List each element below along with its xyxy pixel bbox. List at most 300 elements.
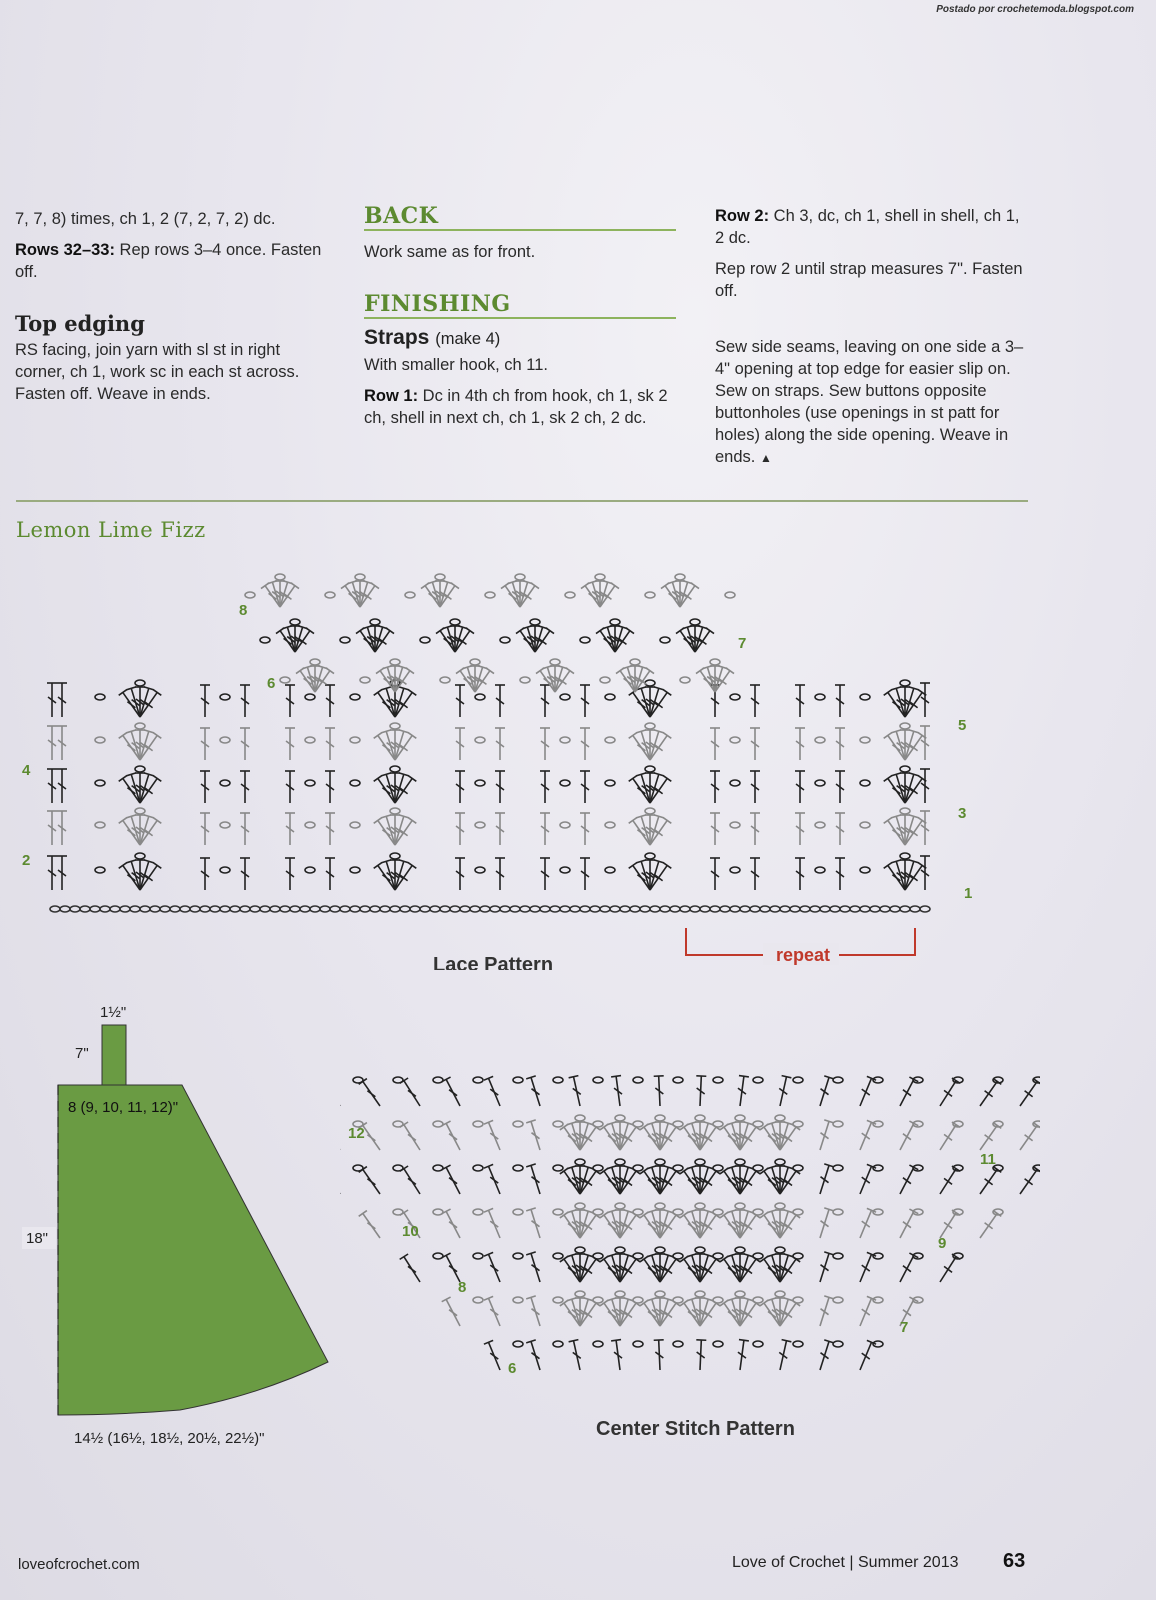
chain-stitch-symbol xyxy=(870,906,880,912)
chain-stitch-symbol xyxy=(593,1341,603,1347)
dc-bar-symbol xyxy=(744,1224,752,1230)
chain-stitch-symbol xyxy=(520,677,530,683)
dc-bar-symbol xyxy=(523,593,531,599)
chain-stitch-symbol xyxy=(50,906,60,912)
dc-bar-symbol xyxy=(458,638,466,644)
chain-stitch-symbol xyxy=(633,1253,643,1259)
chain-stitch-symbol xyxy=(833,1165,843,1171)
chain-stitch-symbol xyxy=(510,906,520,912)
dc-bar-symbol xyxy=(903,1266,911,1272)
center-row-6: 6 xyxy=(508,1360,517,1377)
chain-stitch-symbol xyxy=(593,1077,603,1083)
dc-bar-symbol xyxy=(784,1224,792,1230)
dc-bar-symbol xyxy=(892,745,900,751)
blog-credit: Postado por crochetemoda.blogspot.com xyxy=(936,4,1134,15)
rows-text: Rep rows 3–4 once. Fasten off. xyxy=(15,241,322,281)
chain-stitch-symbol xyxy=(245,592,255,598)
chain-stitch-symbol xyxy=(860,906,870,912)
chain-stitch-symbol xyxy=(590,906,600,912)
chain-stitch-symbol xyxy=(400,906,410,912)
chain-stitch-symbol xyxy=(810,906,820,912)
chain-stitch-symbol xyxy=(280,906,290,912)
chain-stitch-symbol xyxy=(350,822,360,828)
chain-stitch-symbol xyxy=(290,906,300,912)
dc-top-symbol xyxy=(408,863,416,869)
center-row-group xyxy=(484,1340,883,1370)
chain-stitch-symbol xyxy=(770,906,780,912)
dc-bar-symbol xyxy=(944,1134,952,1140)
lace-row-group xyxy=(47,723,930,760)
rep-text: Rep row 2 until strap measures 7". Fasten off. xyxy=(715,260,1023,300)
chain-stitch-symbol xyxy=(220,780,230,786)
chain-stitch-symbol xyxy=(513,1297,523,1303)
dc-bar-symbol xyxy=(127,875,135,881)
dc-bar-symbol xyxy=(449,1178,457,1184)
chain-stitch-symbol xyxy=(793,1253,803,1259)
chain-stitch-symbol xyxy=(793,1341,803,1347)
chain-stitch-symbol xyxy=(620,906,630,912)
dc-bar-symbol xyxy=(382,830,390,836)
chain-stitch-symbol xyxy=(180,906,190,912)
dc-bar-symbol xyxy=(584,1224,592,1230)
dc-top-symbol xyxy=(371,583,379,589)
chain-stitch-symbol xyxy=(605,867,615,873)
chain-stitch-symbol xyxy=(753,1253,763,1259)
dc-top-symbol xyxy=(531,583,539,589)
col1-line1: 7, 7, 8) times, ch 1, 2 (7, 2, 7, 2) dc. xyxy=(15,210,276,228)
shell-chain-symbol xyxy=(575,1115,585,1121)
chain-stitch-symbol xyxy=(910,906,920,912)
dc-bar-symbol xyxy=(449,1310,457,1316)
chain-stitch-symbol xyxy=(710,906,720,912)
chain-stitch-symbol xyxy=(220,906,230,912)
dc-top-symbol xyxy=(739,1076,749,1077)
dc-top-symbol xyxy=(884,818,892,824)
chain-stitch-symbol xyxy=(833,1209,843,1215)
shell-chain-symbol xyxy=(595,574,605,580)
center-stitch-chart xyxy=(340,1050,1040,1450)
chain-stitch-symbol xyxy=(753,1341,763,1347)
chain-stitch-symbol xyxy=(90,906,100,912)
top-edging-text: RS facing, join yarn with sl st in right corner, ch 1, work sc in each st across. Fasten off. Weave in ends. xyxy=(15,341,300,403)
dc-bar-symbol xyxy=(408,1090,416,1096)
dc-top-symbol xyxy=(611,583,619,589)
chain-stitch-symbol xyxy=(750,906,760,912)
dc-top-symbol xyxy=(291,583,299,589)
chain-stitch-symbol xyxy=(690,906,700,912)
center-row-group xyxy=(340,1076,1040,1106)
lace-row-5: 5 xyxy=(958,717,967,734)
chain-stitch-symbol xyxy=(730,867,740,873)
center-row-11: 11 xyxy=(980,1151,996,1168)
dc-top-symbol xyxy=(629,776,637,782)
dc-top-symbol xyxy=(629,733,637,739)
dc-top-symbol xyxy=(153,733,161,739)
dc-bar-symbol xyxy=(624,1312,632,1318)
chain-stitch-symbol xyxy=(673,1209,683,1215)
chain-stitch-symbol xyxy=(793,1297,803,1303)
chain-stitch-symbol xyxy=(250,906,260,912)
center-row-12: 12 xyxy=(348,1125,365,1142)
center-row-group xyxy=(400,1247,963,1282)
dc-bar-symbol xyxy=(862,1133,870,1139)
dc-top-symbol xyxy=(400,1254,408,1259)
chain-stitch-symbol xyxy=(513,1121,523,1127)
strap-width-label: 1½" xyxy=(100,1004,127,1021)
chain-stitch-symbol xyxy=(833,1121,843,1127)
footer-website: loveofcrochet.com xyxy=(18,1556,140,1573)
dc-bar-symbol xyxy=(1025,1091,1033,1097)
dc-bar-symbol xyxy=(637,745,645,751)
section-title: Lemon Lime Fizz xyxy=(16,518,206,542)
chain-stitch-symbol xyxy=(560,737,570,743)
chain-stitch-symbol xyxy=(530,906,540,912)
dc-bar-symbol xyxy=(490,1309,498,1315)
dc-top-symbol xyxy=(546,628,554,634)
center-row-group xyxy=(359,1203,1003,1238)
shell-chain-symbol xyxy=(355,574,365,580)
chain-stitch-symbol xyxy=(645,592,655,598)
chain-stitch-symbol xyxy=(580,637,590,643)
shell-chain-symbol xyxy=(695,1247,705,1253)
shell-chain-symbol xyxy=(735,1203,745,1209)
chain-stitch-symbol xyxy=(200,906,210,912)
chain-stitch-symbol xyxy=(513,1077,523,1083)
dc-bar-symbol xyxy=(862,1309,870,1315)
shell-chain-symbol xyxy=(390,659,400,665)
dc-bar-symbol xyxy=(862,1353,870,1359)
dc-bar-symbol xyxy=(558,678,566,684)
shell-chain-symbol xyxy=(435,574,445,580)
shell-chain-symbol xyxy=(615,1291,625,1297)
dc-bar-symbol xyxy=(664,1224,672,1230)
chain-stitch-symbol xyxy=(793,1121,803,1127)
dc-bar-symbol xyxy=(624,1224,632,1230)
chain-stitch-symbol xyxy=(460,906,470,912)
shell-chain-symbol xyxy=(735,1291,745,1297)
dc-bar-symbol xyxy=(744,1136,752,1142)
chain-stitch-symbol xyxy=(670,906,680,912)
chain-stitch-symbol xyxy=(833,1253,843,1259)
shell-chain-symbol xyxy=(615,1159,625,1165)
chain-stitch-symbol xyxy=(473,1165,483,1171)
dc-top-symbol xyxy=(374,776,382,782)
chain-stitch-symbol xyxy=(833,1341,843,1347)
chain-stitch-symbol xyxy=(660,906,670,912)
chain-stitch-symbol xyxy=(600,906,610,912)
chain-stitch-symbol xyxy=(473,1253,483,1259)
chain-stitch-symbol xyxy=(553,1165,563,1171)
chain-stitch-symbol xyxy=(815,867,825,873)
chain-stitch-symbol xyxy=(140,906,150,912)
chain-stitch-symbol xyxy=(513,1253,523,1259)
dc-top-symbol xyxy=(119,776,127,782)
chain-stitch-symbol xyxy=(553,1121,563,1127)
dc-top-symbol xyxy=(663,690,671,696)
lace-row-8: 8 xyxy=(239,602,248,619)
shell-chain-symbol xyxy=(710,659,720,665)
chain-stitch-symbol xyxy=(815,737,825,743)
chain-stitch-symbol xyxy=(95,737,105,743)
chain-stitch-symbol xyxy=(340,637,350,643)
lace-row-group xyxy=(47,766,930,803)
lace-pattern-caption: Lace Pattern xyxy=(433,954,554,970)
dc-bar-symbol xyxy=(704,1136,712,1142)
chain-stitch-symbol xyxy=(673,1341,683,1347)
lace-stitch-symbols xyxy=(47,574,930,912)
dc-bar-symbol xyxy=(490,1221,498,1227)
chain-stitch-symbol xyxy=(673,1121,683,1127)
chain-stitch-symbol xyxy=(360,677,370,683)
dc-bar-symbol xyxy=(903,1222,911,1228)
shell-chain-symbol xyxy=(775,1115,785,1121)
chain-stitch-symbol xyxy=(633,1077,643,1083)
shell-chain-symbol xyxy=(775,1247,785,1253)
dc-top-symbol xyxy=(646,668,654,674)
chain-stitch-symbol xyxy=(760,906,770,912)
lace-upper-row-group xyxy=(260,619,714,652)
repeat-label: repeat xyxy=(776,945,831,965)
dc-top-symbol xyxy=(408,733,416,739)
chain-stitch-symbol xyxy=(605,694,615,700)
chain-stitch-symbol xyxy=(433,1165,443,1171)
chain-stitch-symbol xyxy=(380,906,390,912)
chain-stitch-symbol xyxy=(833,1077,843,1083)
dc-bar-symbol xyxy=(892,875,900,881)
dc-bar-symbol xyxy=(490,1133,498,1139)
chain-stitch-symbol xyxy=(605,780,615,786)
shell-chain-symbol xyxy=(615,1247,625,1253)
shell-chain-symbol xyxy=(530,619,540,625)
chain-stitch-symbol xyxy=(440,677,450,683)
chain-stitch-symbol xyxy=(110,906,120,912)
dc-top-symbol xyxy=(884,690,892,696)
dc-bar-symbol xyxy=(664,1136,672,1142)
dc-bar-symbol xyxy=(903,1134,911,1140)
body-shape xyxy=(58,1085,328,1415)
dc-bar-symbol xyxy=(408,1266,416,1272)
dc-bar-symbol xyxy=(744,1268,752,1274)
dc-bar-symbol xyxy=(490,1265,498,1271)
dc-bar-symbol xyxy=(298,638,306,644)
dc-top-symbol xyxy=(153,818,161,824)
shell-chain-symbol xyxy=(645,766,655,772)
shell-chain-symbol xyxy=(775,1291,785,1297)
finishing-title: FINISHING xyxy=(364,293,676,319)
dc-bar-symbol xyxy=(744,1312,752,1318)
chain-stitch-symbol xyxy=(730,906,740,912)
chain-stitch-symbol xyxy=(475,822,485,828)
chain-stitch-symbol xyxy=(305,780,315,786)
row-1 xyxy=(364,385,676,429)
dc-bar-symbol xyxy=(378,638,386,644)
lace-upper-row-group xyxy=(245,574,735,607)
chain-stitch-symbol xyxy=(310,906,320,912)
shell-chain-symbol xyxy=(575,1291,585,1297)
chain-stitch-symbol xyxy=(80,906,90,912)
chain-stitch-symbol xyxy=(630,906,640,912)
center-stitch-caption: Center Stitch Pattern xyxy=(596,1418,795,1440)
shell-chain-symbol xyxy=(695,1203,705,1209)
lace-row-7: 7 xyxy=(738,635,747,652)
shell-chain-symbol xyxy=(135,766,145,772)
chain-stitch-symbol xyxy=(60,906,70,912)
chain-stitch-symbol xyxy=(485,592,495,598)
chain-stitch-symbol xyxy=(570,906,580,912)
dc-top-symbol xyxy=(400,1122,408,1127)
chain-stitch-symbol xyxy=(475,780,485,786)
chain-stitch-symbol xyxy=(470,906,480,912)
chain-stitch-symbol xyxy=(640,906,650,912)
shell-chain-symbol xyxy=(735,1247,745,1253)
chain-stitch-symbol xyxy=(800,906,810,912)
chain-stitch-symbol xyxy=(230,906,240,912)
dc-bar-symbol xyxy=(584,1268,592,1274)
dc-bar-symbol xyxy=(664,1180,672,1186)
dc-bar-symbol xyxy=(363,593,371,599)
chain-stitch-symbol xyxy=(330,906,340,912)
chain-stitch-symbol xyxy=(593,1209,603,1215)
chain-stitch-symbol xyxy=(713,1341,723,1347)
dc-top-symbol xyxy=(374,863,382,869)
chain-stitch-symbol xyxy=(713,1121,723,1127)
top-width-label: 8 (9, 10, 11, 12)" xyxy=(68,1099,179,1116)
chain-stitch-symbol xyxy=(433,1253,443,1259)
chain-stitch-symbol xyxy=(753,1077,763,1083)
dc-top-symbol xyxy=(400,1210,408,1215)
dc-bar-symbol xyxy=(704,1312,712,1318)
center-row-group xyxy=(442,1291,923,1326)
chain-stitch-symbol xyxy=(753,1209,763,1215)
chain-stitch-symbol xyxy=(680,906,690,912)
chain-stitch-symbol xyxy=(820,906,830,912)
dc-top-symbol xyxy=(153,863,161,869)
lace-row-6: 6 xyxy=(267,675,276,692)
dc-top-symbol xyxy=(374,733,382,739)
dc-top-symbol xyxy=(153,776,161,782)
chain-stitch-symbol xyxy=(860,694,870,700)
dc-top-symbol xyxy=(326,668,334,674)
dc-top-symbol xyxy=(153,690,161,696)
chain-stitch-symbol xyxy=(673,1297,683,1303)
chain-stitch-symbol xyxy=(673,1165,683,1171)
chain-stitch-symbol xyxy=(130,906,140,912)
chain-stitch-symbol xyxy=(473,1077,483,1083)
chain-stitch-symbol xyxy=(513,1165,523,1171)
shell-chain-symbol xyxy=(900,808,910,814)
footer-magazine: Love of Crochet | Summer 2013 xyxy=(732,1554,959,1571)
dc-bar-symbol xyxy=(443,593,451,599)
dc-top-symbol xyxy=(569,1076,579,1078)
lace-row-2: 2 xyxy=(22,852,31,869)
chain-stitch-symbol xyxy=(490,906,500,912)
chain-stitch-symbol xyxy=(605,737,615,743)
dc-bar-symbol xyxy=(490,1177,498,1183)
shell-chain-symbol xyxy=(390,808,400,814)
chain-stitch-symbol xyxy=(560,780,570,786)
dc-bar-symbol xyxy=(367,1223,375,1229)
shell-chain-symbol xyxy=(645,853,655,859)
chain-stitch-symbol xyxy=(880,906,890,912)
shell-chain-symbol xyxy=(645,680,655,686)
magazine-name: Love of Crochet xyxy=(732,1554,845,1571)
dc-bar-symbol xyxy=(624,1268,632,1274)
dc-top-symbol xyxy=(408,690,416,696)
dc-bar-symbol xyxy=(637,830,645,836)
shell-chain-symbol xyxy=(645,723,655,729)
shell-chain-symbol xyxy=(275,574,285,580)
dc-bar-symbol xyxy=(584,1136,592,1142)
chain-stitch-symbol xyxy=(433,1121,443,1127)
chain-stitch-symbol xyxy=(220,867,230,873)
issue-label: Summer 2013 xyxy=(858,1554,959,1571)
chain-stitch-symbol xyxy=(815,780,825,786)
shell-chain-symbol xyxy=(900,766,910,772)
dc-bar-symbol xyxy=(704,1224,712,1230)
chain-stitch-symbol xyxy=(350,780,360,786)
chain-stitch-symbol xyxy=(480,906,490,912)
dc-top-symbol xyxy=(611,1340,621,1341)
shell-chain-symbol xyxy=(735,1115,745,1121)
chain-stitch-symbol xyxy=(305,737,315,743)
dc-bar-symbol xyxy=(637,875,645,881)
dc-bar-symbol xyxy=(862,1089,870,1095)
dc-bar-symbol xyxy=(408,1134,416,1140)
chain-stitch-symbol xyxy=(673,1077,683,1083)
shell-chain-symbol xyxy=(615,1115,625,1121)
chain-stitch-symbol xyxy=(680,677,690,683)
dc-top-symbol xyxy=(884,776,892,782)
chain-stitch-symbol xyxy=(730,822,740,828)
chain-stitch-symbol xyxy=(95,867,105,873)
dc-bar-symbol xyxy=(862,1265,870,1271)
back-text: Work same as for front. xyxy=(364,243,536,261)
row2-label: Row 2: xyxy=(715,207,770,225)
dc-bar-symbol xyxy=(664,1268,672,1274)
chain-stitch-symbol xyxy=(260,906,270,912)
chain-stitch-symbol xyxy=(410,906,420,912)
column-2 xyxy=(364,205,676,438)
dc-bar-symbol xyxy=(784,1180,792,1186)
dc-bar-symbol xyxy=(318,678,326,684)
shell-chain-symbol xyxy=(655,1291,665,1297)
chain-stitch-symbol xyxy=(550,906,560,912)
dc-top-symbol xyxy=(611,1076,621,1077)
shell-chain-symbol xyxy=(695,1159,705,1165)
dc-bar-symbol xyxy=(985,1091,993,1097)
dc-top-symbol xyxy=(374,818,382,824)
page-number: 63 xyxy=(1003,1550,1026,1572)
row2-text: Ch 3, dc, ch 1, shell in shell, ch 1, 2 dc. xyxy=(715,207,1020,247)
chain-stitch-symbol xyxy=(673,1253,683,1259)
chain-stitch-symbol xyxy=(633,1165,643,1171)
dc-top-symbol xyxy=(486,668,494,674)
chain-stitch-symbol xyxy=(305,694,315,700)
chain-stitch-symbol xyxy=(560,867,570,873)
shell-chain-symbol xyxy=(655,1203,665,1209)
chain-stitch-symbol xyxy=(513,1341,523,1347)
dc-bar-symbol xyxy=(490,1353,498,1359)
straps-note: (make 4) xyxy=(435,330,501,348)
chain-stitch-symbol xyxy=(730,737,740,743)
chain-stitch-symbol xyxy=(740,906,750,912)
chain-stitch-symbol xyxy=(350,694,360,700)
chain-stitch-symbol xyxy=(713,1209,723,1215)
lace-row-group xyxy=(47,853,930,890)
shell-chain-symbol xyxy=(575,1203,585,1209)
shell-chain-symbol xyxy=(630,659,640,665)
chain-stitch-symbol xyxy=(500,906,510,912)
